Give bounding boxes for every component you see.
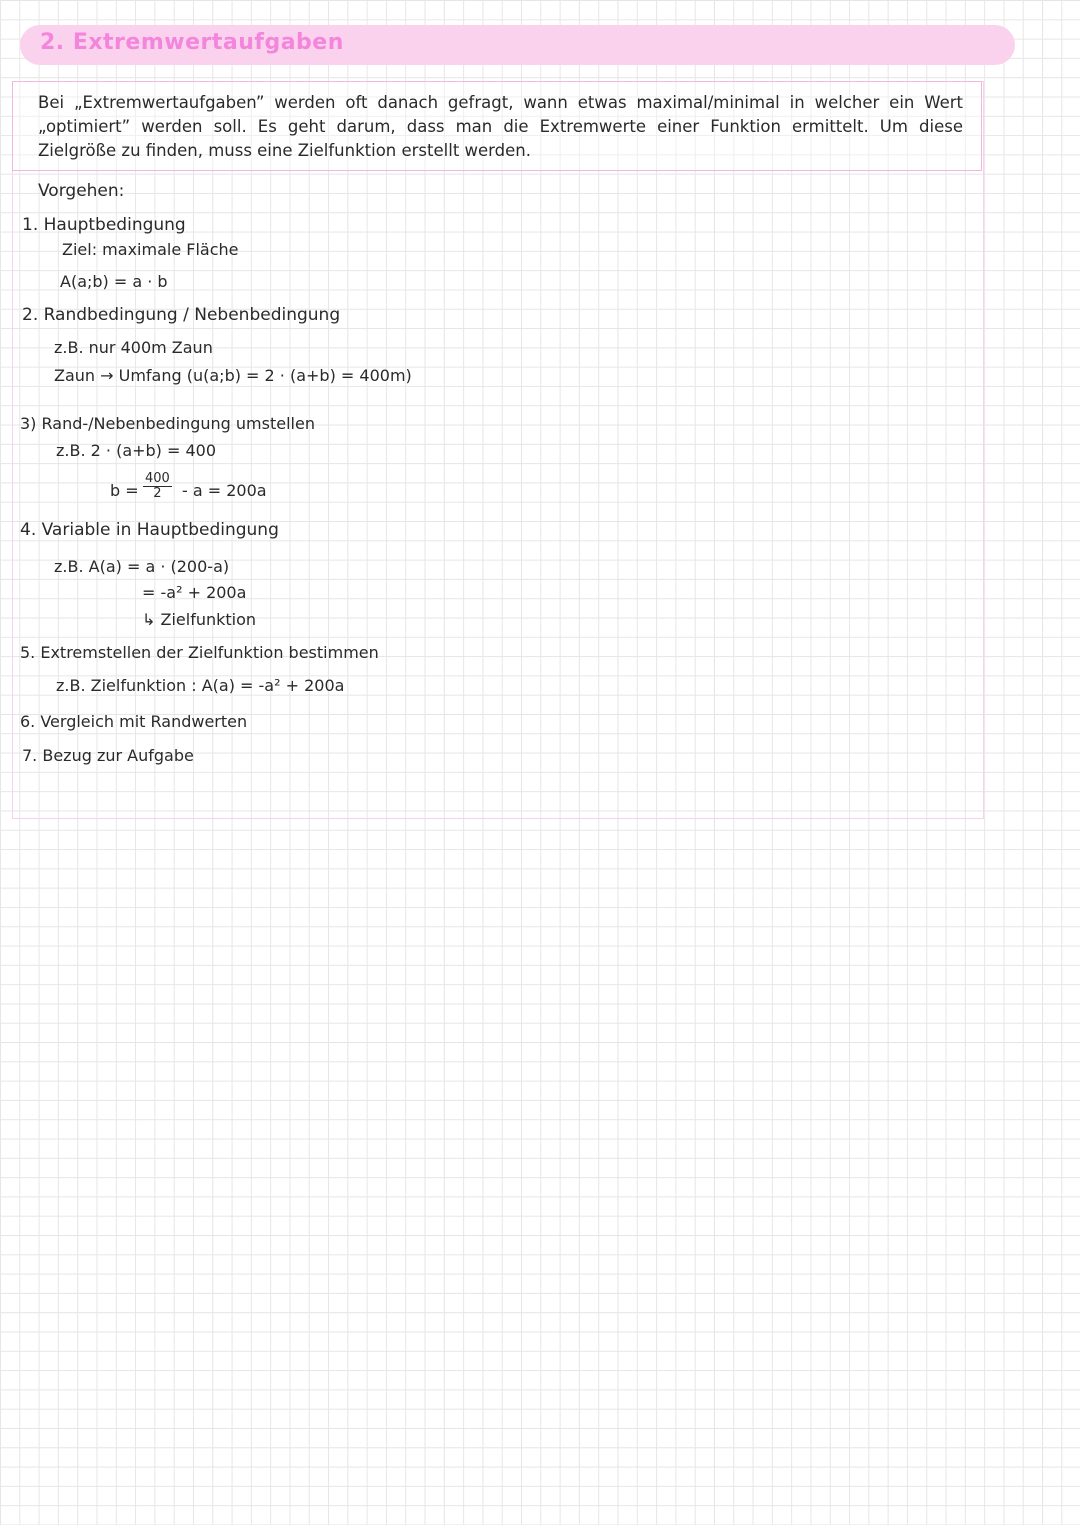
step-3-line-1: z.B. 2 · (a+b) = 400 — [56, 441, 217, 460]
step-2-title: 2. Randbedingung / Nebenbedingung — [22, 305, 341, 325]
step-3-fraction — [143, 472, 172, 501]
step-1-line-1: Ziel: maximale Fläche — [62, 240, 239, 259]
step-3-title: 3) Rand-/Nebenbedingung umstellen — [20, 414, 315, 433]
step-2-line-2: Zaun → Umfang (u(a;b) = 2 · (a+b) = 400m) — [54, 366, 412, 385]
step-1-title: 1. Hauptbedingung — [22, 215, 186, 235]
procedure-heading: Vorgehen: — [38, 181, 125, 201]
step-3-line-2-prefix: b = — [110, 481, 139, 500]
page-title: 2. Extremwertaufgaben — [40, 30, 344, 55]
step-4-line-3: ↳ Zielfunktion — [142, 610, 257, 629]
step-4-line-2: = -a² + 200a — [142, 583, 247, 602]
step-3-line-2-suffix: - a = 200a — [182, 481, 267, 500]
intro-text: Bei „Extremwertaufgaben” werden oft danach gefragt, wann etwas maximal/minimal in welcher ein Wert „optimiert” werden soll. Es geht darum, dass man die Extremwerte einer Funktion ermittelt. Um diese Zielgröße zu finden, muss eine Zielfunktion erstellt werden. — [38, 93, 963, 160]
step-5-line-1: z.B. Zielfunktion : A(a) = -a² + 200a — [56, 676, 345, 695]
step-7-title: 7. Bezug zur Aufgabe — [22, 746, 194, 765]
fraction-numerator: 400 — [145, 471, 170, 486]
step-6-title: 6. Vergleich mit Randwerten — [20, 712, 248, 731]
step-4-line-1: z.B. A(a) = a · (200-a) — [54, 557, 230, 576]
step-5-title: 5. Extremstellen der Zielfunktion bestimmen — [20, 643, 379, 662]
step-2-line-1: z.B. nur 400m Zaun — [54, 338, 213, 357]
step-4-title: 4. Variable in Hauptbedingung — [20, 520, 279, 540]
fraction-denominator: 2 — [153, 486, 162, 501]
step-1-line-2: A(a;b) = a · b — [60, 272, 168, 291]
